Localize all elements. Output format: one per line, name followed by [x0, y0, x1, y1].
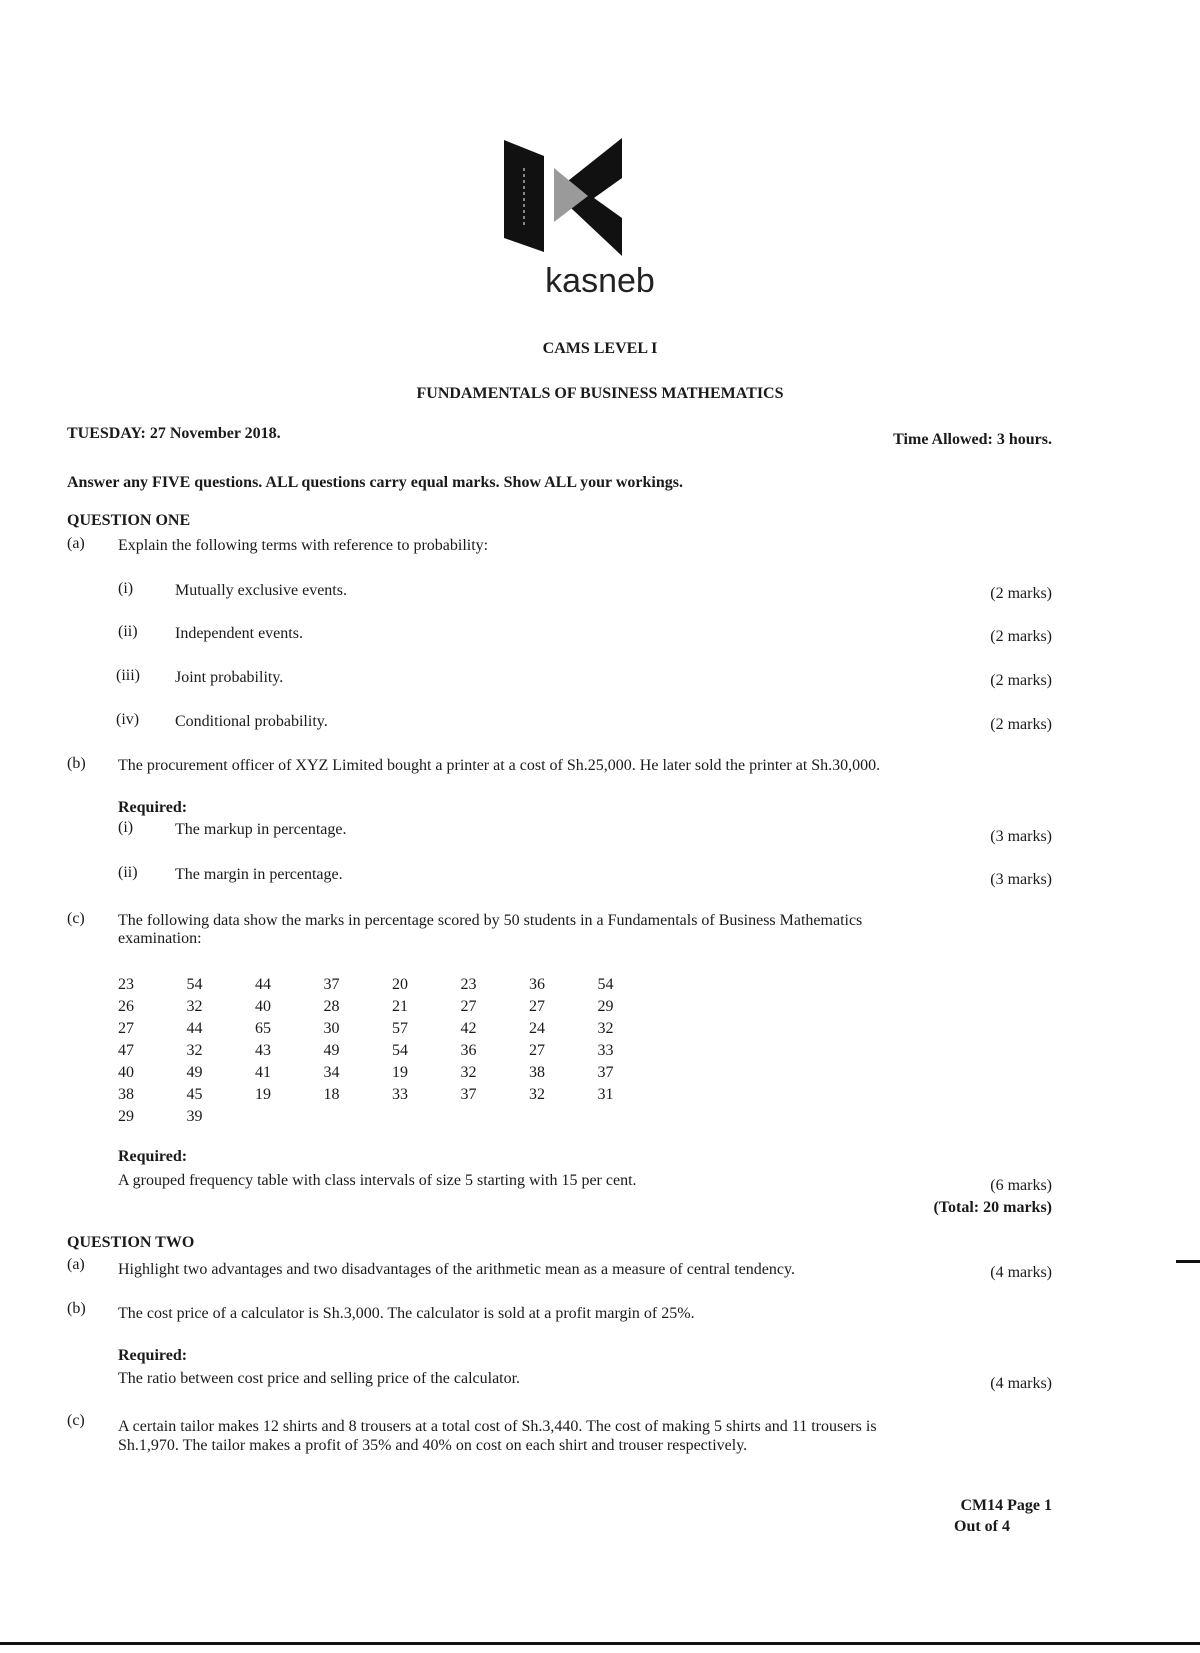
q1b-label: (b)	[67, 755, 86, 772]
data-cell: 31	[597, 1086, 614, 1103]
data-cell: 33	[392, 1086, 408, 1103]
data-cell: 27	[118, 1020, 134, 1037]
data-cell: 27	[529, 1042, 545, 1059]
data-row	[118, 976, 666, 998]
data-cell: 39	[186, 1108, 203, 1125]
data-cell: 23	[460, 976, 477, 993]
page-out-of: Out of 4	[954, 1518, 1010, 1535]
q2a-text: Highlight two advantages and two disadvantages of the arithmetic mean as a measure of central tendency.	[118, 1261, 795, 1278]
data-row	[118, 1108, 666, 1130]
q1b-item-marks: (3 marks)	[990, 828, 1052, 845]
data-cell: 44	[186, 1020, 203, 1037]
data-cell: 19	[255, 1086, 271, 1103]
data-cell: 32	[529, 1086, 545, 1103]
q1b-item-marks: (3 marks)	[990, 871, 1052, 888]
q1b-item-num: (ii)	[118, 864, 138, 881]
data-cell: 33	[597, 1042, 614, 1059]
data-row	[118, 1086, 666, 1108]
data-row	[118, 998, 666, 1020]
data-cell: 43	[255, 1042, 271, 1059]
q1c-text-continued: examination:	[118, 930, 202, 947]
data-cell: 27	[460, 998, 477, 1015]
q2b-required: Required:	[118, 1347, 188, 1364]
data-cell: 41	[255, 1064, 271, 1081]
q1b-text: The procurement officer of XYZ Limited bought a printer at a cost of Sh.25,000. He later sold the printer at Sh.30,000.	[118, 757, 881, 774]
q2a-marks: (4 marks)	[990, 1264, 1052, 1281]
q1a-item-text: Joint probability.	[175, 669, 284, 686]
time-allowed: Time Allowed: 3 hours.	[893, 431, 1052, 448]
q1b-item-num: (i)	[118, 819, 134, 836]
data-cell: 30	[323, 1020, 340, 1037]
data-cell: 38	[118, 1086, 134, 1103]
q1a-item-text: Mutually exclusive events.	[175, 582, 347, 599]
data-row	[118, 1042, 666, 1064]
data-cell: 19	[392, 1064, 408, 1081]
data-cell: 49	[323, 1042, 340, 1059]
data-cell: 23	[118, 976, 134, 993]
data-cell: 37	[597, 1064, 614, 1081]
data-cell: 32	[186, 998, 203, 1015]
data-cell: 36	[460, 1042, 477, 1059]
logo-wordmark: kasneb	[545, 262, 655, 300]
data-cell: 27	[529, 998, 545, 1015]
q1b-item-text: The markup in percentage.	[175, 821, 347, 838]
data-cell: 32	[460, 1064, 477, 1081]
data-cell: 32	[186, 1042, 203, 1059]
data-cell: 49	[186, 1064, 203, 1081]
q1c-marks: (6 marks)	[990, 1177, 1052, 1194]
q2c-label: (c)	[67, 1412, 85, 1429]
q1c-label: (c)	[67, 910, 85, 927]
data-cell: 44	[255, 976, 271, 993]
data-cell: 29	[118, 1108, 134, 1125]
instructions: Answer any FIVE questions. ALL questions carry equal marks. Show ALL your workings.	[67, 474, 683, 491]
data-row	[118, 1064, 666, 1086]
data-cell: 24	[529, 1020, 545, 1037]
q1a-item-num: (iii)	[116, 667, 140, 684]
q1a-item-marks: (2 marks)	[990, 628, 1052, 645]
data-cell: 38	[529, 1064, 545, 1081]
q2b-marks: (4 marks)	[990, 1375, 1052, 1392]
q1a-item-num: (ii)	[118, 623, 138, 640]
subject-title: FUNDAMENTALS OF BUSINESS MATHEMATICS	[416, 385, 784, 402]
data-row	[118, 1020, 666, 1042]
q1a-item-marks: (2 marks)	[990, 585, 1052, 602]
data-cell: 40	[255, 998, 271, 1015]
q1a-item-text: Conditional probability.	[175, 713, 328, 730]
q1a-item-text: Independent events.	[175, 625, 303, 642]
edge-mark	[1176, 1260, 1200, 1263]
data-cell: 18	[323, 1086, 340, 1103]
q1a-item-marks: (2 marks)	[990, 716, 1052, 733]
data-cell: 40	[118, 1064, 134, 1081]
kasneb-logo	[500, 138, 628, 256]
kasneb-logo-icon	[500, 138, 628, 256]
question-one-title: QUESTION ONE	[67, 512, 191, 529]
data-cell: 26	[118, 998, 134, 1015]
bottom-rule	[0, 1642, 1200, 1645]
data-cell: 28	[323, 998, 340, 1015]
exam-level: CAMS LEVEL I	[542, 340, 658, 357]
data-cell: 37	[460, 1086, 477, 1103]
q2b-label: (b)	[67, 1300, 86, 1317]
q1b-required: Required:	[118, 799, 188, 816]
data-cell: 42	[460, 1020, 477, 1037]
q2b-text: The cost price of a calculator is Sh.3,000. The calculator is sold at a profit margin of 25%.	[118, 1305, 695, 1322]
q1-total-marks: (Total: 20 marks)	[933, 1199, 1052, 1216]
data-cell: 57	[392, 1020, 408, 1037]
q2c-text: A certain tailor makes 12 shirts and 8 trousers at a total cost of Sh.3,440. The cost of making 5 shirts and 11 trousers is	[118, 1418, 877, 1435]
marks-data-grid	[118, 976, 666, 1130]
data-cell: 20	[392, 976, 408, 993]
q1c-required: Required:	[118, 1148, 188, 1165]
q1b-item-text: The margin in percentage.	[175, 866, 343, 883]
exam-date: TUESDAY: 27 November 2018.	[67, 425, 281, 442]
q1c-task: A grouped frequency table with class intervals of size 5 starting with 15 per cent.	[118, 1172, 637, 1189]
q2b-task: The ratio between cost price and selling price of the calculator.	[118, 1370, 521, 1387]
data-cell: 65	[255, 1020, 271, 1037]
data-cell: 47	[118, 1042, 134, 1059]
data-cell: 54	[597, 976, 614, 993]
data-cell: 54	[186, 976, 203, 993]
q1a-label: (a)	[67, 535, 85, 552]
q1a-item-marks: (2 marks)	[990, 672, 1052, 689]
data-cell: 34	[323, 1064, 340, 1081]
q1a-item-num: (iv)	[116, 711, 140, 728]
q2a-label: (a)	[67, 1256, 85, 1273]
data-cell: 45	[186, 1086, 203, 1103]
data-cell: 29	[597, 998, 614, 1015]
data-cell: 32	[597, 1020, 614, 1037]
question-two-title: QUESTION TWO	[67, 1234, 195, 1251]
data-cell: 37	[323, 976, 340, 993]
q1a-item-num: (i)	[118, 580, 134, 597]
data-cell: 36	[529, 976, 545, 993]
page-code: CM14 Page 1	[960, 1497, 1052, 1514]
q2c-text-continued: Sh.1,970. The tailor makes a profit of 35% and 40% on cost on each shirt and trouser respectively.	[118, 1437, 748, 1454]
data-cell: 21	[392, 998, 408, 1015]
data-cell: 54	[392, 1042, 408, 1059]
q1c-text: The following data show the marks in percentage scored by 50 students in a Fundamentals of Business Mathematics	[118, 912, 863, 929]
q1a-text: Explain the following terms with reference to probability:	[118, 537, 489, 554]
